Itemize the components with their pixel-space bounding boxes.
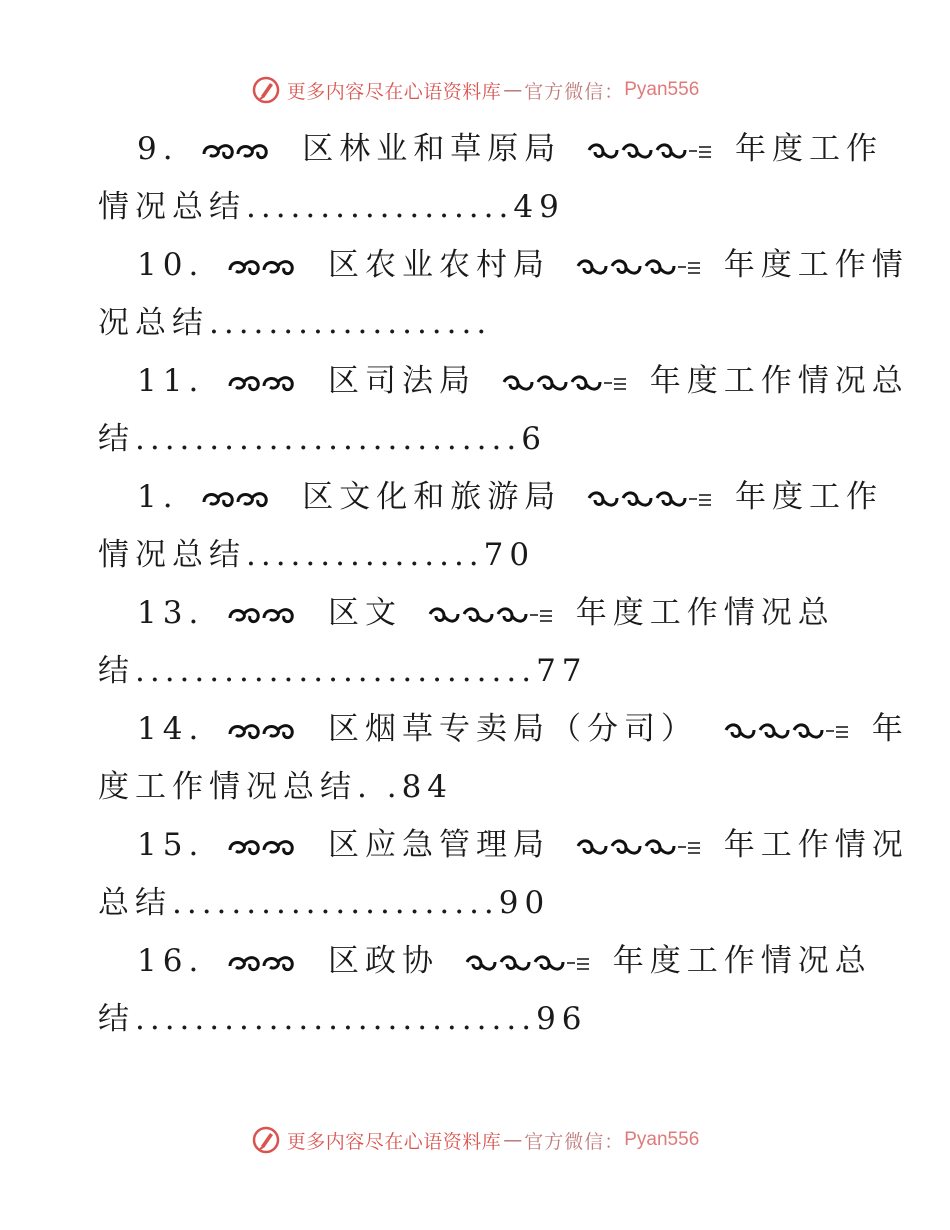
entry-continuation-text: 总结 xyxy=(98,885,172,921)
banner-main-text: 更多内容尽在心语资料库 xyxy=(286,1130,502,1153)
entry-suffix: 年度工作情 xyxy=(723,247,909,283)
entry-continuation-text: 情况总结 xyxy=(98,189,246,225)
page-number: 77 xyxy=(536,653,588,689)
ornament-left-icon xyxy=(200,138,280,164)
ornament-left-icon xyxy=(226,254,306,280)
entry-suffix: 年 xyxy=(871,711,909,747)
leader-dots: ...................... xyxy=(172,885,499,921)
toc-entry-line[interactable] xyxy=(0,468,950,526)
ornament-left-icon xyxy=(226,718,306,744)
entry-number: 13. xyxy=(137,595,205,631)
toc-entry-continuation xyxy=(0,990,950,1048)
footer-banner xyxy=(0,1122,950,1158)
leader-dots: ........................... xyxy=(135,653,537,689)
page-number: 49 xyxy=(513,189,565,225)
ornament-right-icon xyxy=(572,834,702,860)
ornament-left-icon xyxy=(226,950,306,976)
entry-suffix: 年度工作 xyxy=(735,131,884,167)
toc-entry-continuation xyxy=(0,758,950,816)
header-banner xyxy=(0,72,950,108)
ornament-left-icon xyxy=(226,834,306,860)
toc-entry-line[interactable] xyxy=(0,352,950,410)
leader-dots: .......................... xyxy=(135,421,522,457)
toc-entry-continuation xyxy=(0,642,950,700)
entry-suffix: 年度工作情况总 xyxy=(575,595,835,631)
entry-number: 9. xyxy=(137,131,179,167)
ornament-right-icon xyxy=(572,254,702,280)
ornament-right-icon xyxy=(498,370,628,396)
toc-entry-line[interactable] xyxy=(0,236,950,294)
entry-continuation-text: 结 xyxy=(98,1001,135,1037)
leader-dots: ................... xyxy=(209,305,492,341)
leader-dots: ........................... xyxy=(135,1001,537,1037)
toc-entry-continuation xyxy=(0,178,950,236)
department-name: 区应急管理局 xyxy=(328,827,551,863)
leader-dots: . . xyxy=(357,769,402,805)
leader-dots: .................. xyxy=(246,189,514,225)
banner-separator: — xyxy=(503,79,523,101)
department-name: 区政协 xyxy=(328,943,440,979)
pen-seal-icon xyxy=(251,1125,281,1155)
banner-wechat-label: 官方微信： xyxy=(524,80,625,103)
toc-entry-continuation xyxy=(0,874,950,932)
entry-suffix: 年度工作情况总 xyxy=(612,943,872,979)
entry-continuation-text: 况总结 xyxy=(98,305,209,341)
toc-entry-continuation xyxy=(0,294,950,352)
department-name: 区林业和草原局 xyxy=(302,131,562,167)
ornament-right-icon xyxy=(720,718,850,744)
entry-number: 16. xyxy=(137,943,205,979)
entry-suffix: 年工作情况 xyxy=(723,827,909,863)
department-name: 区司法局 xyxy=(328,363,477,399)
entry-continuation-text: 结 xyxy=(98,653,135,689)
ornament-left-icon xyxy=(226,602,306,628)
page-number: 90 xyxy=(498,885,551,921)
department-name: 区农业农村局 xyxy=(328,247,551,283)
table-of-contents xyxy=(0,120,950,1048)
entry-number: 10. xyxy=(137,247,205,283)
banner-wechat-id: Pyan556 xyxy=(624,1129,700,1150)
department-name: 区烟草专卖局（分司） xyxy=(328,711,699,747)
banner-separator: — xyxy=(503,1129,523,1151)
toc-entry-line[interactable] xyxy=(0,584,950,642)
page-number: 96 xyxy=(536,1001,588,1037)
toc-entry-line[interactable] xyxy=(0,932,950,990)
entry-continuation-text: 结 xyxy=(98,421,135,457)
banner-wechat-id: Pyan556 xyxy=(624,79,700,100)
ornament-right-icon xyxy=(583,486,713,512)
ornament-left-icon xyxy=(200,486,280,512)
entry-number: 14. xyxy=(137,711,205,747)
entry-continuation-text: 情况总结 xyxy=(98,537,246,573)
banner-main-text: 更多内容尽在心语资料库 xyxy=(286,80,502,103)
banner-wechat-label: 官方微信： xyxy=(524,1130,625,1153)
department-name: 区文化和旅游局 xyxy=(302,479,562,515)
entry-continuation-text: 度工作情况总结 xyxy=(98,769,357,805)
entry-suffix: 年度工作情况总 xyxy=(649,363,909,399)
pen-seal-icon xyxy=(251,75,281,105)
toc-entry-continuation xyxy=(0,526,950,584)
entry-suffix: 年度工作 xyxy=(735,479,884,515)
department-name: 区文 xyxy=(328,595,403,631)
toc-entry-line[interactable] xyxy=(0,120,950,178)
entry-number: 11. xyxy=(137,363,205,399)
leader-dots: ................ xyxy=(246,537,484,573)
ornament-right-icon xyxy=(424,602,554,628)
toc-entry-continuation xyxy=(0,410,950,468)
ornament-right-icon xyxy=(461,950,591,976)
toc-entry-line[interactable] xyxy=(0,700,950,758)
ornament-left-icon xyxy=(226,370,306,396)
toc-entry-line[interactable] xyxy=(0,816,950,874)
ornament-right-icon xyxy=(583,138,713,164)
page-number: 6 xyxy=(521,421,547,457)
entry-number: 1. xyxy=(137,479,179,515)
page-number: 84 xyxy=(401,769,454,805)
entry-number: 15. xyxy=(137,827,205,863)
page-number: 70 xyxy=(483,537,536,573)
